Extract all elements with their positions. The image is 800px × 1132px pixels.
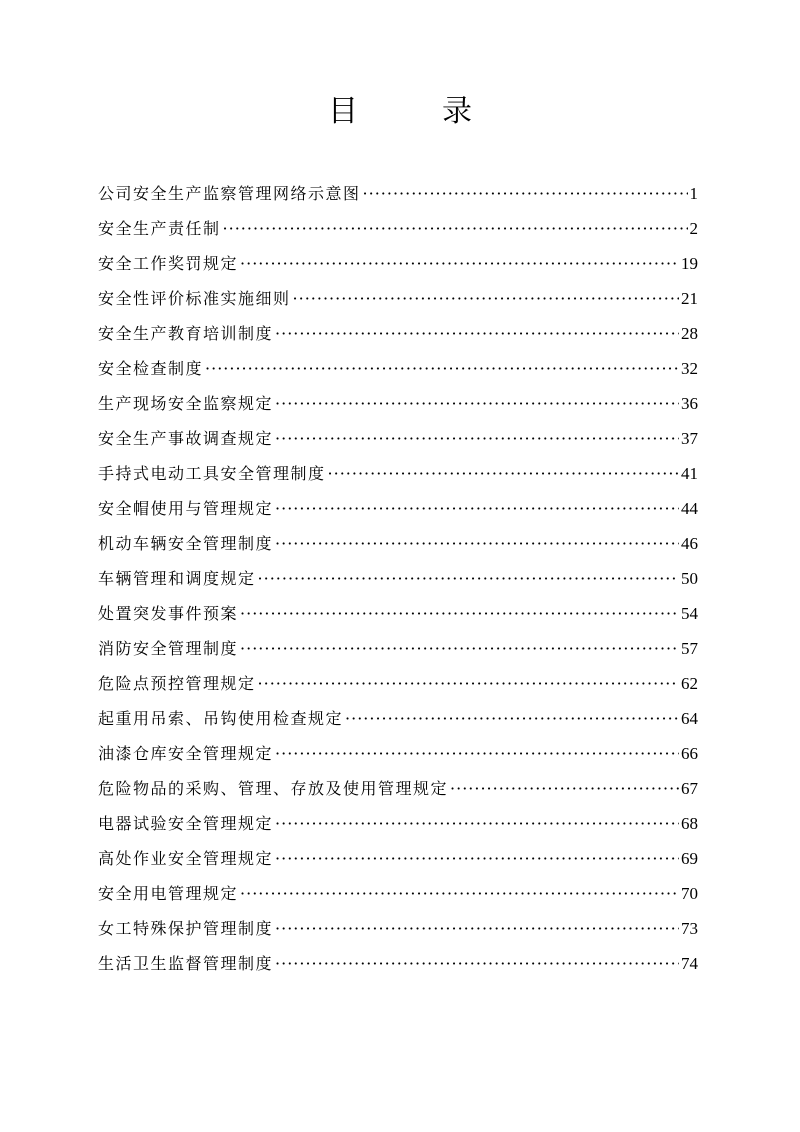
toc-leader-dots bbox=[345, 701, 679, 736]
toc-entry[interactable] bbox=[98, 526, 698, 561]
toc-entry-label: 危险物品的采购、管理、存放及使用管理规定 bbox=[98, 779, 449, 798]
toc-entry-label: 处置突发事件预案 bbox=[98, 604, 239, 623]
toc-entry-page: 68 bbox=[681, 814, 698, 833]
toc-entry[interactable] bbox=[98, 631, 698, 666]
toc-entry[interactable] bbox=[98, 351, 698, 386]
toc-entry-label: 公司安全生产监察管理网络示意图 bbox=[98, 184, 361, 203]
toc-entry-label: 油漆仓库安全管理规定 bbox=[98, 744, 274, 763]
toc-leader-dots bbox=[328, 456, 679, 491]
toc-entry[interactable] bbox=[98, 771, 698, 806]
toc-entry-page: 37 bbox=[681, 429, 698, 448]
toc-entry-label: 女工特殊保护管理制度 bbox=[98, 919, 274, 938]
toc-entry-label: 危险点预控管理规定 bbox=[98, 674, 256, 693]
toc-entry-label: 消防安全管理制度 bbox=[98, 639, 239, 658]
toc-entry-page: 73 bbox=[681, 919, 698, 938]
toc-entry-page: 46 bbox=[681, 534, 698, 553]
toc-leader-dots bbox=[275, 421, 679, 456]
toc-entry[interactable] bbox=[98, 701, 698, 736]
toc-entry[interactable] bbox=[98, 246, 698, 281]
toc-entry-page: 36 bbox=[681, 394, 698, 413]
toc-leader-dots bbox=[223, 211, 688, 246]
toc-entry-page: 62 bbox=[681, 674, 698, 693]
toc-leader-dots bbox=[275, 736, 679, 771]
toc-entry[interactable] bbox=[98, 946, 698, 981]
toc-leader-dots bbox=[275, 526, 679, 561]
toc-entry[interactable] bbox=[98, 456, 698, 491]
toc-entry[interactable] bbox=[98, 211, 698, 246]
toc-leader-dots bbox=[450, 771, 679, 806]
toc-entry-page: 1 bbox=[689, 184, 698, 203]
toc-leader-dots bbox=[240, 876, 679, 911]
page-title bbox=[0, 86, 800, 130]
toc-entry-label: 安全帽使用与管理规定 bbox=[98, 499, 274, 518]
toc-leader-dots bbox=[240, 596, 679, 631]
toc-entry[interactable] bbox=[98, 876, 698, 911]
toc-entry[interactable] bbox=[98, 736, 698, 771]
toc-entry-label: 生活卫生监督管理制度 bbox=[98, 954, 274, 973]
toc-entry[interactable] bbox=[98, 596, 698, 631]
toc-leader-dots bbox=[258, 561, 679, 596]
toc-entry[interactable] bbox=[98, 386, 698, 421]
toc-entry-label: 高处作业安全管理规定 bbox=[98, 849, 274, 868]
toc-entry-label: 起重用吊索、吊钩使用检查规定 bbox=[98, 709, 344, 728]
toc-entry-label: 机动车辆安全管理制度 bbox=[98, 534, 274, 553]
toc-leader-dots bbox=[258, 666, 679, 701]
toc-leader-dots bbox=[205, 351, 679, 386]
toc-leader-dots bbox=[275, 386, 679, 421]
toc-entry-page: 67 bbox=[681, 779, 698, 798]
toc-entry-page: 66 bbox=[681, 744, 698, 763]
toc-entry-page: 44 bbox=[681, 499, 698, 518]
toc-leader-dots bbox=[240, 246, 679, 281]
toc-entry-page: 21 bbox=[681, 289, 698, 308]
toc-leader-dots bbox=[275, 946, 679, 981]
toc-entry[interactable] bbox=[98, 561, 698, 596]
toc-entry-page: 2 bbox=[689, 219, 698, 238]
toc-entry-label: 安全性评价标准实施细则 bbox=[98, 289, 291, 308]
toc-entry[interactable] bbox=[98, 666, 698, 701]
toc-entry-page: 70 bbox=[681, 884, 698, 903]
toc-entry-page: 19 bbox=[681, 254, 698, 273]
toc-entry-page: 64 bbox=[681, 709, 698, 728]
toc-entry-page: 69 bbox=[681, 849, 698, 868]
toc-entry-label: 车辆管理和调度规定 bbox=[98, 569, 256, 588]
toc-entry-label: 安全工作奖罚规定 bbox=[98, 254, 239, 273]
toc-entry-page: 28 bbox=[681, 324, 698, 343]
toc-leader-dots bbox=[363, 176, 688, 211]
toc-entry[interactable] bbox=[98, 491, 698, 526]
toc-entry-label: 安全生产责任制 bbox=[98, 219, 221, 238]
toc-entry-page: 57 bbox=[681, 639, 698, 658]
toc-leader-dots bbox=[240, 631, 679, 666]
toc-entry-label: 生产现场安全监察规定 bbox=[98, 394, 274, 413]
toc-leader-dots bbox=[293, 281, 679, 316]
toc-entry[interactable] bbox=[98, 841, 698, 876]
table-of-contents bbox=[98, 176, 698, 981]
toc-leader-dots bbox=[275, 911, 679, 946]
toc-entry[interactable] bbox=[98, 316, 698, 351]
toc-entry[interactable] bbox=[98, 421, 698, 456]
toc-entry-page: 41 bbox=[681, 464, 698, 483]
toc-leader-dots bbox=[275, 806, 679, 841]
toc-entry-page: 54 bbox=[681, 604, 698, 623]
toc-leader-dots bbox=[275, 841, 679, 876]
toc-entry[interactable] bbox=[98, 911, 698, 946]
toc-entry-page: 32 bbox=[681, 359, 698, 378]
toc-entry[interactable] bbox=[98, 281, 698, 316]
toc-entry-label: 安全生产教育培训制度 bbox=[98, 324, 274, 343]
toc-entry[interactable] bbox=[98, 176, 698, 211]
title-char-1: 目 bbox=[328, 94, 358, 129]
toc-entry-label: 电器试验安全管理规定 bbox=[98, 814, 274, 833]
toc-entry[interactable] bbox=[98, 806, 698, 841]
toc-entry-label: 安全检查制度 bbox=[98, 359, 204, 378]
toc-entry-page: 74 bbox=[681, 954, 698, 973]
toc-leader-dots bbox=[275, 491, 679, 526]
toc-entry-page: 50 bbox=[681, 569, 698, 588]
toc-entry-label: 手持式电动工具安全管理制度 bbox=[98, 464, 326, 483]
title-char-2: 录 bbox=[442, 94, 472, 129]
toc-entry-label: 安全用电管理规定 bbox=[98, 884, 239, 903]
toc-leader-dots bbox=[275, 316, 679, 351]
toc-entry-label: 安全生产事故调查规定 bbox=[98, 429, 274, 448]
